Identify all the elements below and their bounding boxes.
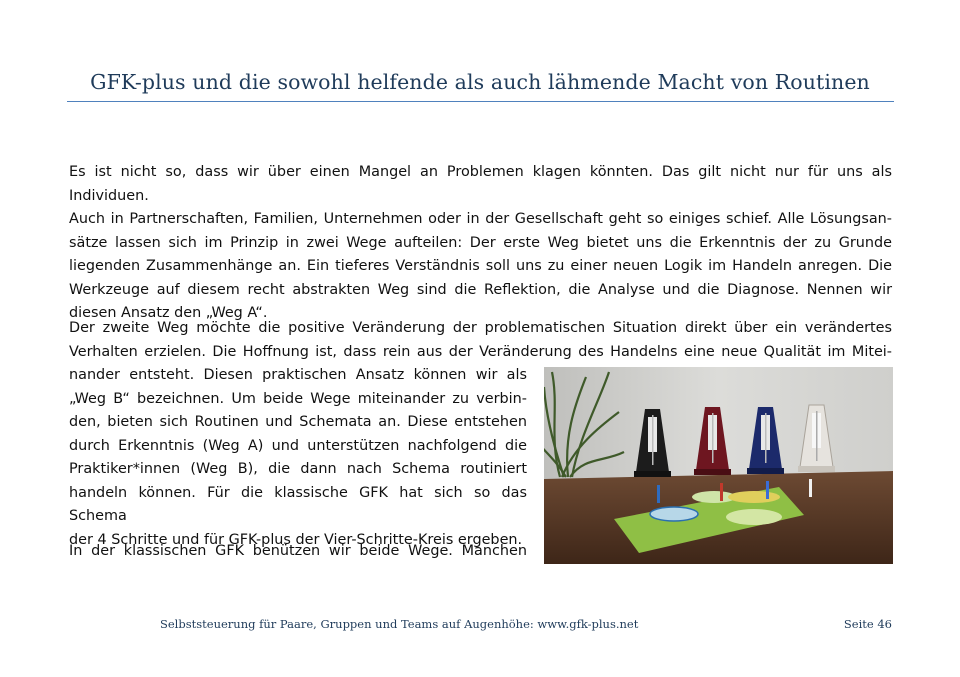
paragraph-1 (69, 161, 892, 326)
text-line: Der zweite Weg möchte die positive Veränderung der problematischen Situation direkt über ein verändertes (69, 320, 892, 336)
metronomes-photo (544, 367, 893, 564)
token-red (720, 483, 723, 501)
mat-circle-blue (650, 507, 698, 521)
token-white (809, 479, 812, 497)
text-line: der 4 Schritte und für GFK-plus der Vier-Schritte-Kreis ergeben. (69, 531, 523, 548)
text-line: durch Erkenntnis (Weg A) und unterstützen nachfolgend die (69, 437, 527, 454)
text-line: Es ist nicht so, dass wir über einen Mangel an Problemen klagen könnten. Das gilt nicht nur für uns als Individuen. (69, 164, 892, 204)
token-blue (657, 485, 660, 503)
page-number: Seite 46 (843, 617, 892, 631)
text-line: diesen Ansatz den „Weg A“. (69, 305, 268, 321)
mat-circle-light (726, 509, 782, 525)
paragraph-2 (69, 317, 892, 364)
text-line: Verhalten erzielen. Die Hoffnung ist, dass rein aus der Veränderung des Handelns eine neue Qualität im Mitei- (69, 343, 892, 360)
header-rule (67, 101, 894, 102)
text-line: Werkzeuge auf diesem recht abstrakten Weg sind die Reflektion, die Analyse und die Diagnose. Nennen wir (69, 281, 892, 298)
text-line: den, bieten sich Routinen und Schemata an. Diese entstehen (69, 414, 527, 430)
paragraph-2-wrapped (69, 364, 527, 552)
text-line: liegenden Zusammenhänge an. Ein tieferes Verständnis soll uns zu einer neuen Logik im Handeln anregen. Die (69, 258, 892, 274)
text-line: handeln können. Für die klassische GFK hat sich so das Schema (69, 484, 527, 524)
text-line: nander entsteht. Diesen praktischen Ansatz können wir als (69, 367, 527, 383)
text-line: In der klassischen GFK benützen wir beide Wege. Manchen (69, 543, 527, 559)
paragraph-3 (69, 540, 527, 564)
metronomes-illustration (544, 367, 893, 564)
footer-text: Selbststeuerung für Paare, Gruppen und Teams auf Augenhöhe: www.gfk-plus.net (160, 617, 639, 631)
text-line: Auch in Partnerschaften, Familien, Unternehmen oder in der Gesellschaft geht so einiges schief. Alle Lösungsan- (69, 211, 892, 227)
token-blue-2 (766, 481, 769, 499)
text-line: „Weg B“ bezeichnen. Um beide Wege miteinander zu verbin- (69, 390, 527, 407)
page-header-title: GFK-plus und die sowohl helfende als auch lähmende Macht von Routinen (90, 70, 870, 94)
text-line: sätze lassen sich im Prinzip in zwei Wege aufteilen: Der erste Weg bietet uns die Erkenntnis der zu Grunde (69, 234, 892, 251)
text-line: Praktiker*innen (Weg B), die dann nach Schema routiniert (69, 461, 527, 477)
mat-circle-yellow (728, 491, 780, 503)
